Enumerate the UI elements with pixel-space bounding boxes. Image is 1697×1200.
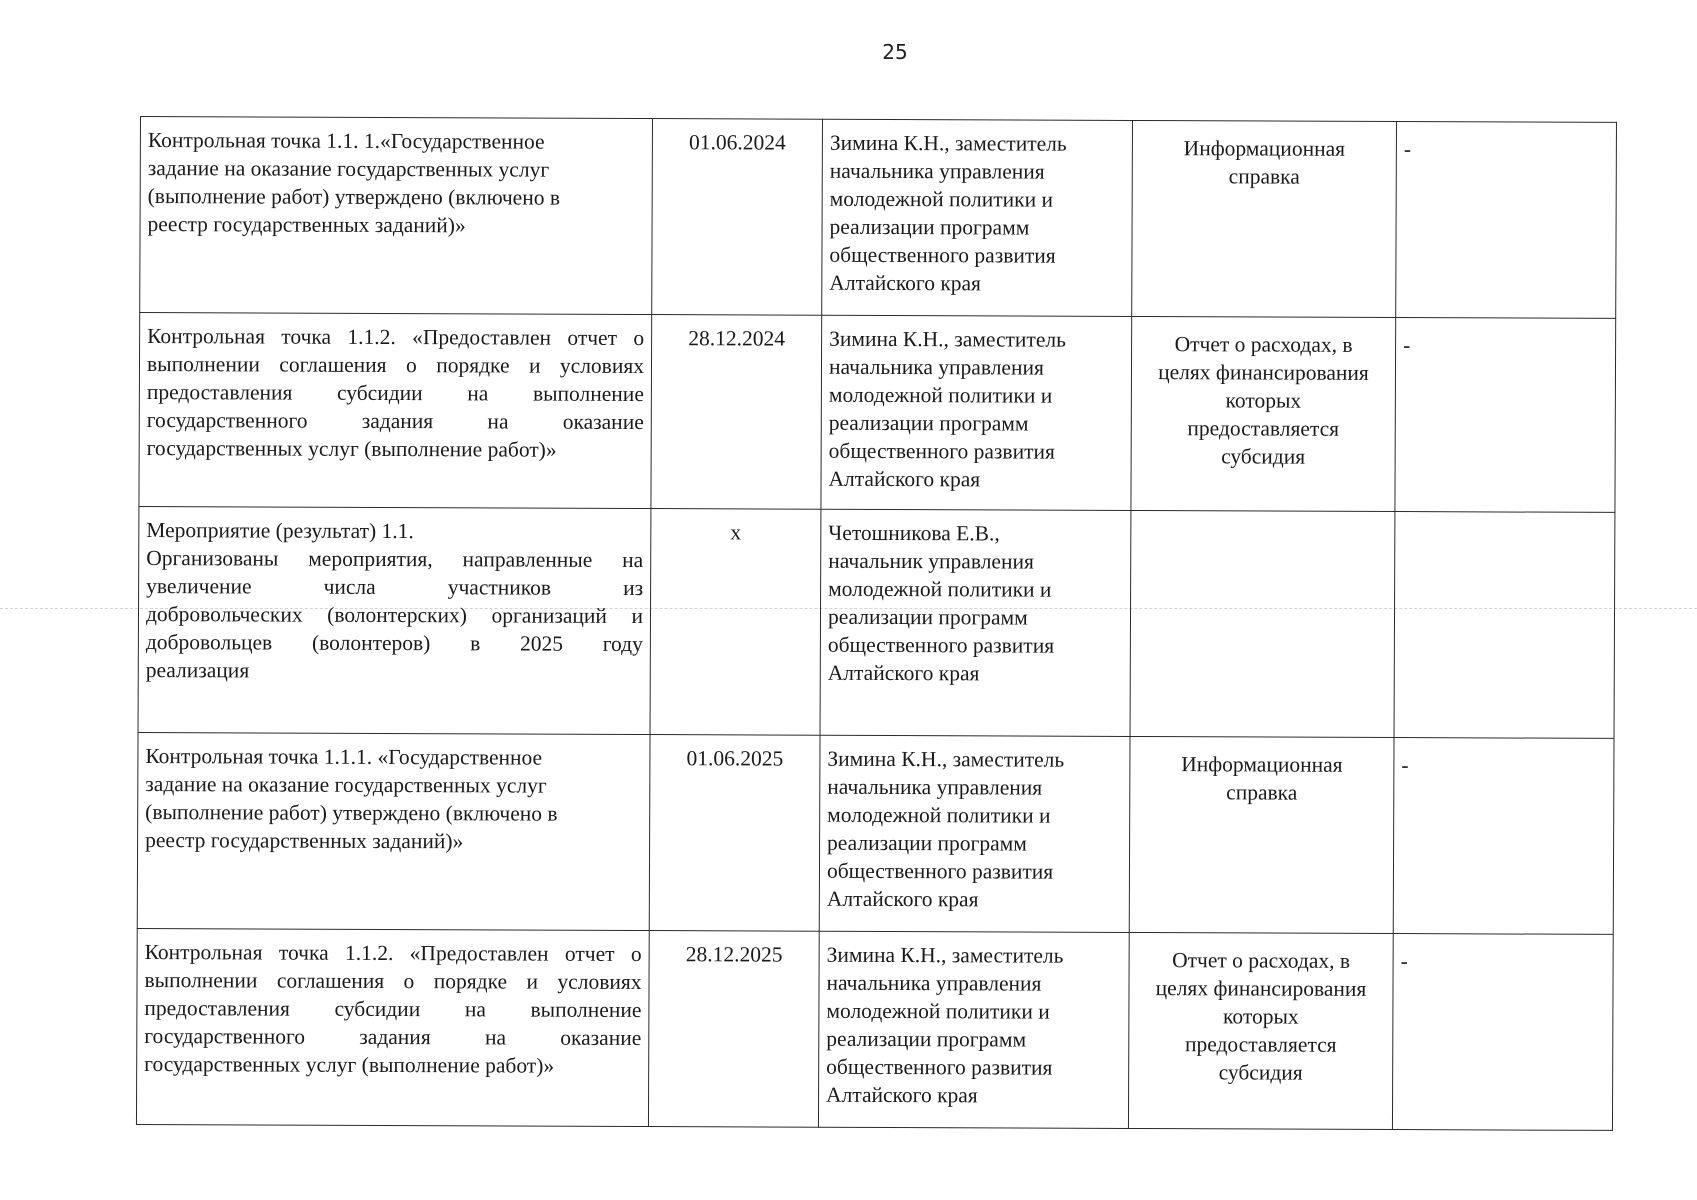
responsible-person-cell [820,509,1131,736]
event-name-line: выполнении соглашения о порядке и условиях [146,352,645,379]
document-line: справка [1226,780,1298,805]
responsible-line: молодежной политики и [829,186,1054,212]
responsible-line: Зимина К.Н., заместитель [826,942,1064,968]
responsible-line: общественного развития [827,632,1055,658]
note-cell: - [1393,738,1614,935]
event-name-line: государственного задания на оказание [146,408,644,435]
event-name-line: выполнении соглашения о порядке и условиях [144,968,642,995]
note-cell [1394,512,1615,739]
event-name-line: увеличение числа участников из [146,574,644,601]
event-name-line: (выполнение работ) утверждено (включено в [147,184,561,210]
responsible-person-cell [821,315,1132,510]
event-name-cell [139,313,652,509]
document-line: субсидия [1221,444,1306,469]
responsible-line: молодежной политики и [826,998,1050,1024]
responsible-line: реализации программ [829,214,1030,240]
event-name-line: задание на оказание государственных услуг [145,772,547,798]
page-number: 25 [882,40,908,64]
responsible-line: общественного развития [826,1054,1053,1080]
responsible-line: молодежной политики и [827,802,1051,828]
deadline-cell: 01.06.2025 [649,735,820,932]
event-name-line: реестр государственных заданий)» [145,828,464,854]
responsible-line: молодежной политики и [828,382,1053,408]
responsible-line: Алтайского края [828,466,981,492]
responsible-line: Алтайского края [829,270,982,296]
event-name-line: Контрольная точка 1.1. 1.«Государственное [147,128,545,154]
responsible-line: Алтайского края [826,1082,978,1108]
event-name-line: Контрольная точка 1.1.2. «Предоставлен отчет о [147,324,645,351]
document-line: которых [1223,1004,1299,1029]
document-line: Отчет о расходах, в [1174,332,1353,357]
event-name-line: (выполнение работ) утверждено (включено в [145,800,558,826]
responsible-line: Алтайского края [826,886,979,912]
event-name-line: Контрольная точка 1.1.1. «Государственное [145,744,543,770]
event-name-line: добровольческих (волонтерских) организаций и [145,602,644,629]
responsible-person-cell [819,735,1130,932]
table-row [136,928,1613,1130]
responsible-person-cell [822,119,1133,316]
document-line: Информационная [1181,752,1343,777]
event-name-cell [138,506,651,734]
responsible-line: реализации программ [827,604,1028,630]
document-line: целях финансирования [1158,360,1369,385]
responsible-line: реализации программ [826,1026,1027,1052]
document-line: Отчет о расходах, в [1172,948,1351,973]
responsible-line: молодежной политики и [828,576,1052,602]
responsible-line: Алтайского края [827,660,980,686]
confirming-document-cell [1129,736,1394,933]
control-points-table [136,116,1617,1131]
document-line: справка [1228,164,1300,189]
confirming-document-cell [1128,932,1393,1129]
responsible-line: начальника управления [829,158,1045,184]
event-name-line: задание на оказание государственных услуг [147,156,550,182]
table-row [139,313,1616,513]
table-body [136,117,1616,1131]
responsible-line: Зимина К.Н., заместитель [827,746,1065,772]
confirming-document-cell [1131,316,1396,511]
responsible-line: Зимина К.Н., заместитель [829,130,1067,156]
table-row [138,506,1615,738]
confirming-document-cell [1132,120,1397,317]
document-line: предоставляется [1184,1032,1337,1057]
responsible-line: начальник управления [828,548,1034,574]
responsible-line: общественного развития [826,858,1054,884]
responsible-line: Зимина К.Н., заместитель [829,326,1066,352]
document-line: которых [1225,388,1302,413]
note-cell: - [1392,934,1613,1131]
deadline-cell: x [650,509,821,736]
event-name-cell [140,117,653,315]
event-name-line: реестр государственных заданий)» [147,212,466,238]
responsible-line: общественного развития [828,438,1055,464]
event-name-line: государственного задания на оказание [144,1024,642,1051]
confirming-document-cell [1130,510,1395,737]
responsible-line: начальника управления [828,354,1044,380]
responsible-line: начальника управления [826,970,1042,996]
table-row [137,732,1614,934]
responsible-line: реализации программ [828,410,1029,436]
document-line: Информационная [1183,136,1346,161]
note-cell: - [1396,122,1617,319]
responsible-line: Четошникова Е.В., [828,520,1000,546]
event-name-line: Контрольная точка 1.1.2. «Предоставлен отчет о [144,940,642,967]
responsible-person-cell [818,931,1129,1128]
document-line: целях финансирования [1155,976,1367,1001]
document-line: предоставляется [1187,416,1340,441]
deadline-cell: 28.12.2025 [648,931,819,1128]
event-name-line: реализация [145,658,250,683]
document-line: субсидия [1218,1060,1303,1085]
event-name-line: предоставления субсидии на выполнение [144,996,642,1023]
deadline-cell: 01.06.2024 [652,119,823,316]
event-name-line: Мероприятие (результат) 1.1. [146,518,414,544]
responsible-line: начальника управления [827,774,1043,800]
event-name-line: государственных услуг (выполнение работ)» [146,436,557,462]
event-name-line: Организованы мероприятия, направленные на [146,546,644,573]
deadline-cell: 28.12.2024 [651,315,822,510]
responsible-line: общественного развития [829,242,1056,268]
table-row [140,117,1617,319]
event-name-line: предоставления субсидии на выполнение [146,380,644,407]
note-cell: - [1395,318,1616,513]
event-name-line: добровольцев (волонтеров) в 2025 году [145,630,643,657]
event-name-line: государственных услуг (выполнение работ)» [144,1052,555,1078]
event-name-cell [137,732,650,930]
event-name-cell [136,928,649,1126]
responsible-line: реализации программ [827,830,1027,856]
